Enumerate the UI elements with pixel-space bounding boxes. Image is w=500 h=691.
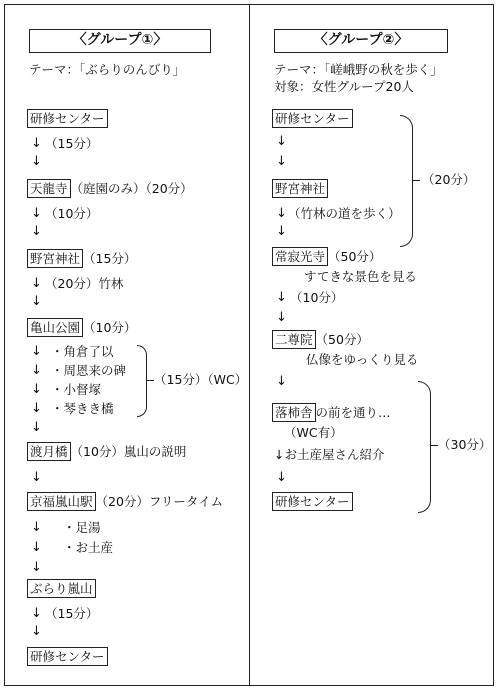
g2-step-text: の前を通り… [315, 405, 391, 420]
g1-step-station [27, 492, 223, 511]
g1-step-text: （15分） [83, 251, 137, 266]
arrow-icon: ↓ [31, 420, 42, 435]
g1-park-item: ・小督塚 [51, 382, 102, 397]
arrow-icon: ↓ [31, 624, 42, 639]
g2-bamboo-note: （竹林の道を歩く） [288, 206, 401, 221]
itinerary-sheet [4, 4, 494, 686]
g2-souvenir-note: お土産屋さん紹介 [284, 447, 385, 462]
g2-step-text: （50分） [328, 249, 382, 264]
g2-brace-2-time: （30分） [438, 437, 492, 452]
g1-step-togetsukyo [27, 442, 186, 461]
g2-step-rakushisha [272, 403, 391, 422]
arrow-icon: ↓ [276, 206, 287, 221]
group1-header: 〈グループ①〉 [29, 29, 211, 53]
arrow-icon: ↓ [276, 374, 287, 389]
g2-step-nisonin [272, 330, 369, 349]
g1-park-item: ・角倉了以 [51, 344, 114, 359]
g1-step-box: 天龍寺 [27, 179, 71, 198]
g2-step-nonomiya [272, 179, 328, 198]
g1-park-brace [137, 345, 147, 417]
group2-theme: テーマ：「嵯峨野の秋を歩く」 [274, 62, 443, 77]
g1-park-item: ・琴きき橋 [51, 401, 114, 416]
g1-park-time: （15分）（WC） [154, 372, 248, 387]
arrow-icon: ↓ [276, 134, 287, 149]
arrow-icon: ↓ [276, 310, 287, 325]
g1-step-box: 研修センター [27, 647, 108, 666]
g2-brace-2-tip [430, 445, 438, 446]
g2-gap-10: （10分） [290, 290, 344, 305]
arrow-icon: ↓ [274, 447, 285, 462]
g1-gap-3: （20分）竹林 [45, 276, 124, 291]
arrow-icon: ↓ [31, 520, 42, 535]
g1-station-item: ・足湯 [63, 520, 101, 535]
arrow-icon: ↓ [31, 382, 42, 397]
g1-step-end [27, 647, 108, 666]
g2-step-text: （50分） [315, 332, 369, 347]
g1-gap-1: （15分） [45, 136, 99, 151]
arrow-icon: ↓ [31, 470, 42, 485]
g2-step-jojakko [272, 247, 381, 266]
g1-step-start [27, 109, 108, 128]
arrow-icon: ↓ [31, 224, 42, 239]
g2-brace-1 [400, 115, 413, 247]
g2-step-box: 二尊院 [272, 330, 316, 349]
g2-buddha-note: 仏像をゆっくり見る [306, 352, 419, 367]
arrow-icon: ↓ [31, 540, 42, 555]
g1-park-item: ・周恩来の碑 [51, 363, 127, 378]
g1-step-box: ぶらり嵐山 [27, 579, 96, 598]
arrow-icon: ↓ [276, 290, 287, 305]
g1-step-text: （庭園のみ）（20分） [70, 181, 193, 196]
arrow-icon: ↓ [276, 470, 287, 485]
arrow-icon: ↓ [31, 276, 42, 291]
group1-column [5, 5, 249, 685]
arrow-icon: ↓ [31, 294, 42, 309]
g1-gap-7: （15分） [45, 606, 99, 621]
g2-step-box: 野宮神社 [272, 179, 328, 198]
g1-step-burari [27, 579, 96, 598]
arrow-icon: ↓ [31, 154, 42, 169]
g2-wc-note: （WC有） [284, 425, 343, 440]
g1-step-kameyama [27, 318, 136, 337]
arrow-icon: ↓ [31, 560, 42, 575]
g1-step-tenryuji [27, 179, 193, 198]
arrow-icon: ↓ [31, 363, 42, 378]
g2-scenery-note: すてきな景色を見る [304, 269, 417, 284]
g2-souvenir-line [274, 447, 385, 463]
g2-step-box: 常寂光寺 [272, 247, 328, 266]
g1-step-box: 亀山公園 [27, 318, 83, 337]
g2-brace-2 [418, 381, 431, 513]
g1-step-box: 研修センター [27, 109, 108, 128]
group1-theme: テーマ：「ぶらりのんびり」 [29, 62, 186, 77]
arrow-icon: ↓ [31, 401, 42, 416]
g2-step-start [272, 109, 353, 128]
g2-step-box: 研修センター [272, 109, 353, 128]
g1-step-text: （10分）嵐山の説明 [70, 444, 187, 459]
arrow-icon: ↓ [276, 224, 287, 239]
group2-header: 〈グループ②〉 [274, 29, 448, 53]
group2-target: 対象：女性グループ20人 [274, 79, 414, 94]
arrow-icon: ↓ [31, 206, 42, 221]
g1-step-text: （10分） [83, 320, 137, 335]
g1-step-text: （20分）フリータイム [95, 494, 224, 509]
g2-step-end [272, 492, 353, 511]
g1-station-item: ・お土産 [63, 540, 114, 555]
g2-brace-1-time: （20分） [422, 172, 476, 187]
g1-step-box: 京福嵐山駅 [27, 492, 96, 511]
g2-brace-1-tip [412, 180, 420, 181]
g1-step-box: 野宮神社 [27, 249, 83, 268]
g1-step-box: 渡月橋 [27, 442, 71, 461]
arrow-icon: ↓ [31, 136, 42, 151]
g1-park-brace-tip [146, 380, 154, 381]
arrow-icon: ↓ [31, 344, 42, 359]
arrow-icon: ↓ [31, 606, 42, 621]
g2-step-box: 研修センター [272, 492, 353, 511]
arrow-icon: ↓ [276, 154, 287, 169]
g1-step-nonomiya [27, 249, 136, 268]
g1-gap-2: （10分） [45, 206, 99, 221]
g2-step-box: 落柿舎 [272, 403, 316, 422]
group2-column [250, 5, 493, 685]
